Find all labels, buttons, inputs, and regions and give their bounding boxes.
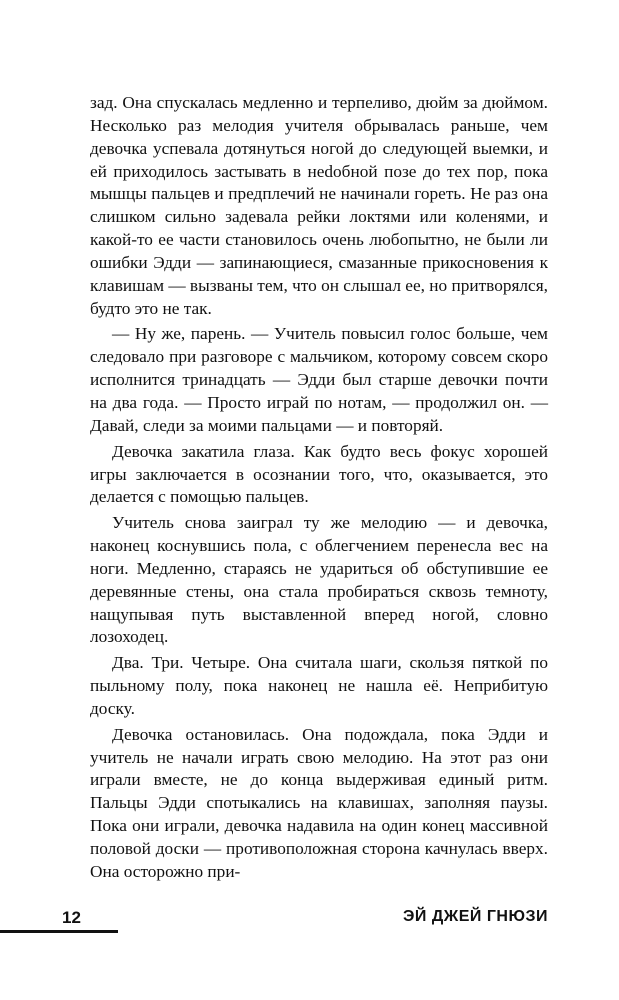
- paragraph: зад. Она спускалась медленно и терпеливо, дюйм за дюймом. Несколько раз мелодия учителя обрывалась раньше, чем девочка успевала дотянуться ногой до следующей выемки, и ей приходилось застывать в неdобной позе до тех пор, пока мышцы пальцев и предплечий не начинали гореть. Не раз она слишком сильно задевала рейки локтями или коленями, и какой-то ее части становилось очень любопытно, не были ли ошибки Эдди — запинающиеся, смазанные прикосновения к клавишам — вызваны тем, что он слышал ее, но притворялся, будто это не так.: [90, 93, 548, 318]
- page-footer: [0, 908, 619, 948]
- page-number-rule: [0, 930, 118, 933]
- running-head-author: ЭЙ ДЖЕЙ ГНЮЗИ: [403, 908, 548, 925]
- page-number: 12: [62, 908, 81, 927]
- page-body: [90, 92, 548, 884]
- paragraph: Учитель снова заиграл ту же мелодию — и девочка, наконец коснувшись пола, с облегчением перенесла вес на ноги. Медленно, стараясь не удариться об обступившие ее деревянные стены, она стала пробираться сквозь темноту, нащупывая путь выставленной вперед ногой, словно лозоходец.: [90, 513, 548, 647]
- paragraph: — Ну же, парень. — Учитель повысил голос больше, чем следовало при разговоре с мальчиком, которому совсем скоро исполнится тринадцать — Эдди был старше девочки почти на два года. — Просто играй по нотам, — продолжил он. — Давай, следи за моими пальцами — и повторяй.: [90, 324, 548, 435]
- paragraph: Девочка остановилась. Она подождала, пока Эдди и учитель не начали играть свою мелодию. На этот раз они играли вместе, не до конца выдерживая единый ритм. Пальцы Эдди спотыкались на клавишах, заполняя паузы. Пока они играли, девочка надавила на один конец массивной половой доски — противоположная сторона качнулась вверх. Она осторожно при-: [90, 724, 548, 881]
- paragraph: Девочка закатила глаза. Как будто весь фокус хорошей игры заключается в осознании того, что, оказывается, это делается с помощью пальцев.: [90, 441, 548, 507]
- paragraph: Два. Три. Четыре. Она считала шаги, скользя пяткой по пыльному полу, пока наконец не нашла её. Неприбитую доску.: [90, 653, 548, 718]
